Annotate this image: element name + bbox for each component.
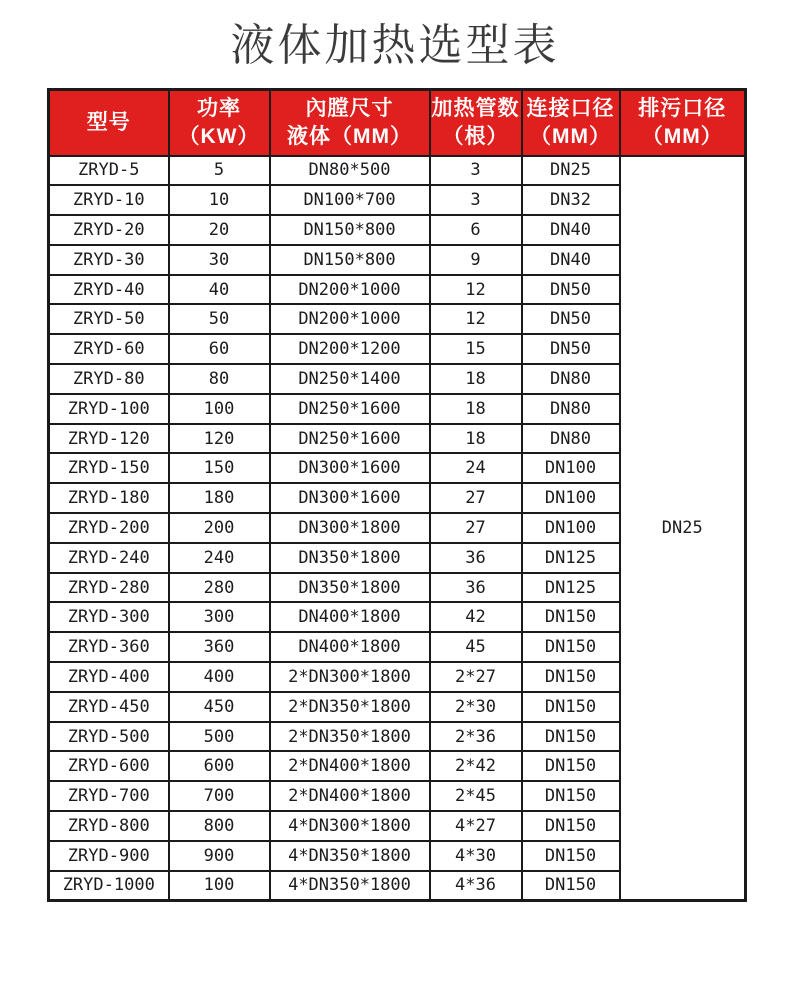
cell-chamber-size: 2*DN350*1800 [270, 692, 430, 722]
cell-tube-count: 24 [430, 453, 522, 483]
cell-tube-count: 2*36 [430, 722, 522, 752]
cell-power: 120 [169, 424, 270, 454]
header-row [49, 90, 746, 156]
cell-connection-diameter: DN150 [522, 632, 620, 662]
cell-power: 30 [169, 245, 270, 275]
table-row [49, 156, 746, 186]
cell-tube-count: 42 [430, 602, 522, 632]
cell-connection-diameter: DN150 [522, 662, 620, 692]
cell-chamber-size: DN400*1800 [270, 632, 430, 662]
cell-model: ZRYD-200 [49, 513, 169, 543]
cell-chamber-size: DN300*1600 [270, 453, 430, 483]
cell-connection-diameter: DN80 [522, 394, 620, 424]
cell-connection-diameter: DN40 [522, 215, 620, 245]
cell-chamber-size: DN200*1000 [270, 304, 430, 334]
cell-connection-diameter: DN150 [522, 871, 620, 901]
cell-chamber-size: DN400*1800 [270, 602, 430, 632]
cell-tube-count: 18 [430, 394, 522, 424]
cell-model: ZRYD-360 [49, 632, 169, 662]
header-connection-diameter-line1: 连接口径 [526, 97, 615, 121]
cell-chamber-size: 2*DN400*1800 [270, 751, 430, 781]
cell-power: 450 [169, 692, 270, 722]
cell-tube-count: 36 [430, 573, 522, 603]
cell-tube-count: 45 [430, 632, 522, 662]
cell-model: ZRYD-40 [49, 275, 169, 305]
cell-chamber-size: DN250*1600 [270, 424, 430, 454]
cell-model: ZRYD-450 [49, 692, 169, 722]
cell-chamber-size: DN150*800 [270, 215, 430, 245]
cell-power: 900 [169, 841, 270, 871]
cell-connection-diameter: DN150 [522, 722, 620, 752]
cell-tube-count: 3 [430, 156, 522, 186]
cell-connection-diameter: DN150 [522, 841, 620, 871]
cell-power: 200 [169, 513, 270, 543]
cell-model: ZRYD-700 [49, 781, 169, 811]
cell-connection-diameter: DN50 [522, 334, 620, 364]
cell-power: 100 [169, 394, 270, 424]
cell-chamber-size: DN250*1400 [270, 364, 430, 394]
cell-chamber-size: 2*DN400*1800 [270, 781, 430, 811]
header-power-line2: （KW） [178, 124, 260, 148]
cell-tube-count: 4*30 [430, 841, 522, 871]
cell-chamber-size: DN250*1600 [270, 394, 430, 424]
cell-power: 50 [169, 304, 270, 334]
cell-power: 80 [169, 364, 270, 394]
cell-connection-diameter: DN40 [522, 245, 620, 275]
cell-tube-count: 2*27 [430, 662, 522, 692]
table-body [49, 156, 746, 901]
cell-model: ZRYD-100 [49, 394, 169, 424]
header-tube-count-line2: （根） [442, 124, 509, 148]
cell-tube-count: 9 [430, 245, 522, 275]
cell-model: ZRYD-400 [49, 662, 169, 692]
cell-model: ZRYD-500 [49, 722, 169, 752]
cell-connection-diameter: DN100 [522, 453, 620, 483]
cell-chamber-size: DN300*1600 [270, 483, 430, 513]
cell-chamber-size: DN100*700 [270, 185, 430, 215]
cell-chamber-size: DN350*1800 [270, 543, 430, 573]
header-tube-count-line1: 加热管数 [431, 97, 520, 121]
cell-tube-count: 2*30 [430, 692, 522, 722]
cell-chamber-size: DN300*1800 [270, 513, 430, 543]
cell-power: 40 [169, 275, 270, 305]
header-chamber-size-line2: 液体（MM） [287, 124, 412, 148]
cell-model: ZRYD-10 [49, 185, 169, 215]
cell-tube-count: 36 [430, 543, 522, 573]
cell-connection-diameter: DN50 [522, 275, 620, 305]
cell-model: ZRYD-80 [49, 364, 169, 394]
header-model-line1: 型号 [86, 110, 131, 134]
header-drain-diameter [620, 90, 746, 156]
cell-model: ZRYD-800 [49, 811, 169, 841]
cell-tube-count: 15 [430, 334, 522, 364]
cell-drain-diameter-merged: DN25 [620, 156, 746, 901]
page-title: 液体加热选型表 [230, 21, 560, 70]
cell-chamber-size: 2*DN300*1800 [270, 662, 430, 692]
cell-connection-diameter: DN125 [522, 543, 620, 573]
cell-connection-diameter: DN25 [522, 156, 620, 186]
cell-chamber-size: DN80*500 [270, 156, 430, 186]
cell-power: 180 [169, 483, 270, 513]
cell-connection-diameter: DN80 [522, 424, 620, 454]
cell-power: 700 [169, 781, 270, 811]
cell-connection-diameter: DN150 [522, 692, 620, 722]
cell-tube-count: 6 [430, 215, 522, 245]
cell-chamber-size: 4*DN350*1800 [270, 871, 430, 901]
cell-connection-diameter: DN50 [522, 304, 620, 334]
cell-power: 60 [169, 334, 270, 364]
table-header [49, 90, 746, 156]
cell-power: 280 [169, 573, 270, 603]
cell-model: ZRYD-30 [49, 245, 169, 275]
cell-connection-diameter: DN150 [522, 811, 620, 841]
cell-power: 300 [169, 602, 270, 632]
header-drain-diameter-line1: 排污口径 [638, 97, 727, 121]
cell-chamber-size: 2*DN350*1800 [270, 722, 430, 752]
cell-model: ZRYD-180 [49, 483, 169, 513]
cell-tube-count: 12 [430, 304, 522, 334]
cell-power: 20 [169, 215, 270, 245]
cell-connection-diameter: DN80 [522, 364, 620, 394]
cell-power: 150 [169, 453, 270, 483]
cell-power: 600 [169, 751, 270, 781]
cell-power: 800 [169, 811, 270, 841]
cell-model: ZRYD-600 [49, 751, 169, 781]
cell-power: 500 [169, 722, 270, 752]
cell-model: ZRYD-900 [49, 841, 169, 871]
cell-tube-count: 2*45 [430, 781, 522, 811]
cell-tube-count: 4*36 [430, 871, 522, 901]
cell-connection-diameter: DN150 [522, 602, 620, 632]
cell-connection-diameter: DN32 [522, 185, 620, 215]
heating-selection-table [47, 88, 747, 902]
cell-model: ZRYD-5 [49, 156, 169, 186]
cell-chamber-size: DN200*1000 [270, 275, 430, 305]
cell-connection-diameter: DN125 [522, 573, 620, 603]
header-chamber-size [270, 90, 430, 156]
cell-tube-count: 18 [430, 364, 522, 394]
cell-model: ZRYD-20 [49, 215, 169, 245]
cell-power: 240 [169, 543, 270, 573]
cell-connection-diameter: DN100 [522, 483, 620, 513]
cell-tube-count: 18 [430, 424, 522, 454]
cell-chamber-size: 4*DN300*1800 [270, 811, 430, 841]
cell-model: ZRYD-60 [49, 334, 169, 364]
cell-model: ZRYD-50 [49, 304, 169, 334]
cell-connection-diameter: DN150 [522, 781, 620, 811]
cell-tube-count: 12 [430, 275, 522, 305]
cell-power: 100 [169, 871, 270, 901]
cell-connection-diameter: DN100 [522, 513, 620, 543]
cell-power: 360 [169, 632, 270, 662]
cell-chamber-size: DN150*800 [270, 245, 430, 275]
cell-chamber-size: DN200*1200 [270, 334, 430, 364]
header-chamber-size-line1: 內膛尺寸 [305, 97, 394, 121]
cell-tube-count: 27 [430, 483, 522, 513]
cell-model: ZRYD-300 [49, 602, 169, 632]
cell-model: ZRYD-150 [49, 453, 169, 483]
header-connection-diameter-line2: （MM） [530, 124, 611, 148]
cell-tube-count: 27 [430, 513, 522, 543]
cell-chamber-size: 4*DN350*1800 [270, 841, 430, 871]
cell-tube-count: 3 [430, 185, 522, 215]
header-connection-diameter [522, 90, 620, 156]
header-tube-count [430, 90, 522, 156]
cell-tube-count: 2*42 [430, 751, 522, 781]
cell-chamber-size: DN350*1800 [270, 573, 430, 603]
cell-model: ZRYD-240 [49, 543, 169, 573]
header-drain-diameter-line2: （MM） [641, 124, 723, 148]
header-model [49, 90, 169, 156]
header-power [169, 90, 270, 156]
cell-model: ZRYD-280 [49, 573, 169, 603]
cell-tube-count: 4*27 [430, 811, 522, 841]
cell-model: ZRYD-1000 [49, 871, 169, 901]
cell-connection-diameter: DN150 [522, 751, 620, 781]
cell-power: 5 [169, 156, 270, 186]
cell-model: ZRYD-120 [49, 424, 169, 454]
cell-power: 10 [169, 185, 270, 215]
header-power-line1: 功率 [197, 97, 241, 121]
cell-power: 400 [169, 662, 270, 692]
